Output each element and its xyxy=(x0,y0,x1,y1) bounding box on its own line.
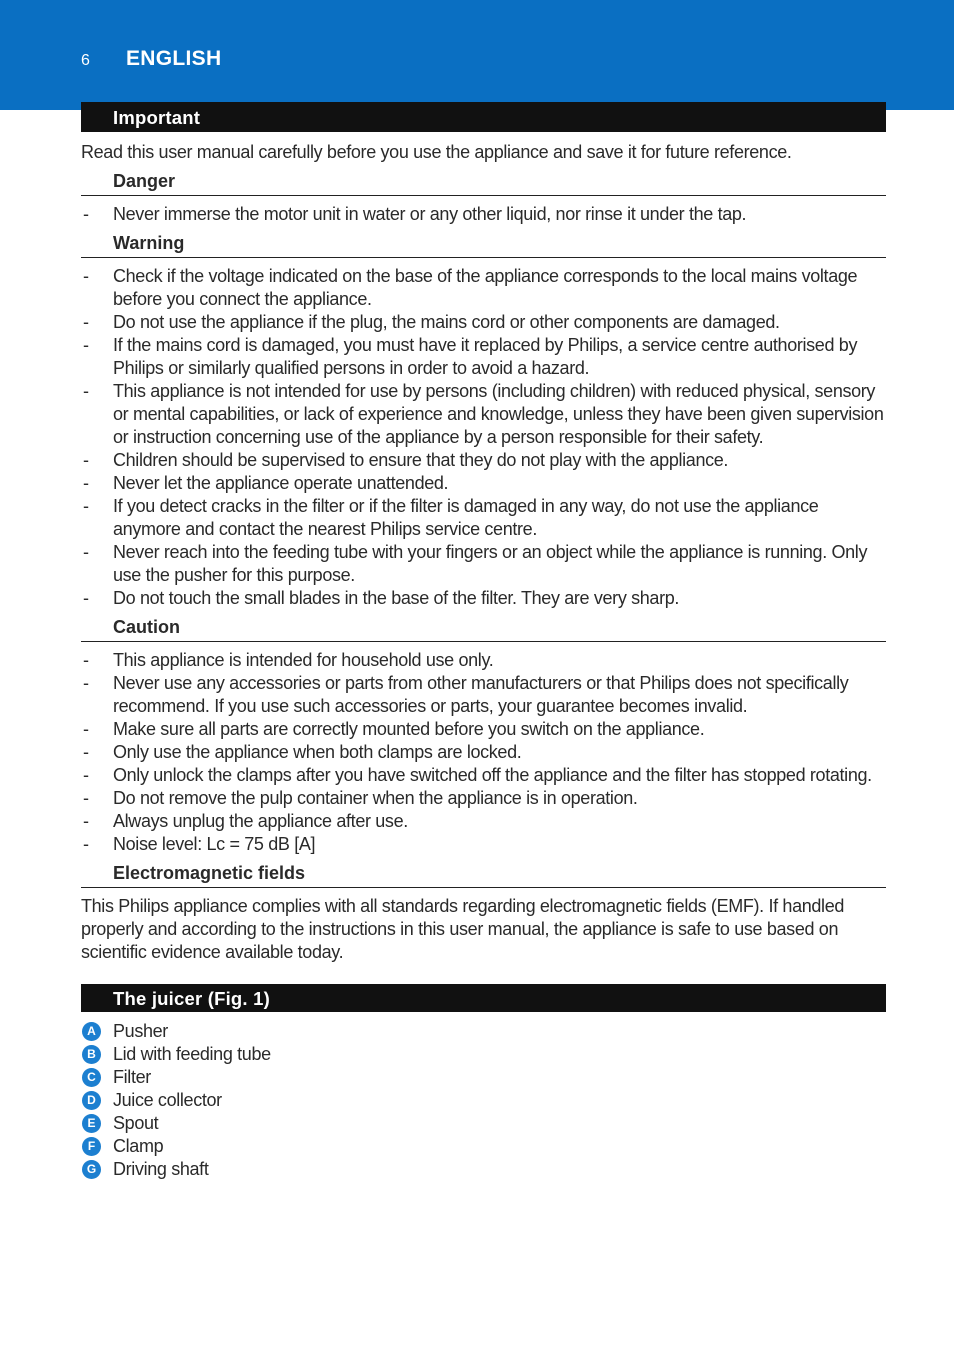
list-item: - Noise level: Lc = 75 dB [A] xyxy=(83,834,316,854)
list-item: - Never let the appliance operate unattended. xyxy=(83,473,449,493)
danger-heading: Danger xyxy=(81,166,886,196)
warning-list xyxy=(81,265,886,610)
dash-bullet: - xyxy=(83,650,89,670)
list-item: - Never immerse the motor unit in water or any other liquid, nor rinse it under the tap. xyxy=(83,204,747,224)
dash-bullet: - xyxy=(83,673,89,693)
list-item: - This appliance is not intended for use by persons (including children) with reduced physical, sensory or mental capabilities, or lack of experience and knowledge, unless they have been given supervision or instruction concerning use of the appliance by a person responsible for their safety. xyxy=(83,381,884,447)
section-important-title: Important xyxy=(81,102,886,132)
list-item: - Only unlock the clamps after you have switched off the appliance and the filter has stopped rotating. xyxy=(83,765,872,785)
list-item: - If you detect cracks in the filter or if the filter is damaged in any way, do not use the appliance anymore and contact the nearest Philips service centre. xyxy=(83,496,819,539)
letter-badge-icon: D xyxy=(82,1091,101,1110)
dash-bullet: - xyxy=(83,811,89,831)
list-item: - This appliance is intended for household use only. xyxy=(83,650,494,670)
language-title: ENGLISH xyxy=(126,47,222,70)
dash-bullet: - xyxy=(83,473,89,493)
letter-badge-icon: C xyxy=(82,1068,101,1087)
part-item: C Filter xyxy=(81,1066,886,1089)
dash-bullet: - xyxy=(83,335,89,355)
emf-heading: Electromagnetic fields xyxy=(81,858,886,888)
page-number: 6 xyxy=(81,52,90,69)
part-item: A Pusher xyxy=(81,1020,886,1043)
letter-badge-icon: A xyxy=(82,1022,101,1041)
dash-bullet: - xyxy=(83,381,89,401)
dash-bullet: - xyxy=(83,542,89,562)
warning-heading: Warning xyxy=(81,228,886,258)
dash-bullet: - xyxy=(83,834,89,854)
list-item: - Children should be supervised to ensure that they do not play with the appliance. xyxy=(83,450,729,470)
dash-bullet: - xyxy=(83,450,89,470)
dash-bullet: - xyxy=(83,742,89,762)
letter-badge-icon: G xyxy=(82,1160,101,1179)
list-item: - Make sure all parts are correctly mounted before you switch on the appliance. xyxy=(83,719,705,739)
list-item: - Never reach into the feeding tube with your fingers or an object while the appliance is running. Only use the pusher for this purpose. xyxy=(83,542,868,585)
caution-heading: Caution xyxy=(81,612,886,642)
manual-content xyxy=(81,102,886,1181)
list-item: - Do not use the appliance if the plug, the mains cord or other components are damaged. xyxy=(83,312,780,332)
list-item: - Do not touch the small blades in the base of the filter. They are very sharp. xyxy=(83,588,680,608)
dash-bullet: - xyxy=(83,788,89,808)
dash-bullet: - xyxy=(83,496,89,516)
danger-list xyxy=(81,203,886,226)
parts-list xyxy=(81,1020,886,1181)
list-item: - Always unplug the appliance after use. xyxy=(83,811,408,831)
dash-bullet: - xyxy=(83,588,89,608)
part-item: F Clamp xyxy=(81,1135,886,1158)
letter-badge-icon: E xyxy=(82,1114,101,1133)
part-item: G Driving shaft xyxy=(81,1158,886,1181)
emf-text: This Philips appliance complies with all standards regarding electromagnetic fields (EMF). If handled properly and according to the instructions in this user manual, the appliance is safe to use based on scientific evidence available today. xyxy=(81,896,845,962)
part-item: E Spout xyxy=(81,1112,886,1135)
list-item: - If the mains cord is damaged, you must have it replaced by Philips, a service centre authorised by Philips or similarly qualified persons in order to avoid a hazard. xyxy=(83,335,858,378)
important-intro: Read this user manual carefully before you use the appliance and save it for future reference. xyxy=(81,142,792,162)
letter-badge-icon: B xyxy=(82,1045,101,1064)
dash-bullet: - xyxy=(83,719,89,739)
part-item: D Juice collector xyxy=(81,1089,886,1112)
list-item: - Only use the appliance when both clamps are locked. xyxy=(83,742,522,762)
letter-badge-icon: F xyxy=(82,1137,101,1156)
list-item: - Never use any accessories or parts from other manufacturers or that Philips does not specifically recommend. If you use such accessories or parts, your guarantee becomes invalid. xyxy=(83,673,849,716)
dash-bullet: - xyxy=(83,204,89,224)
dash-bullet: - xyxy=(83,765,89,785)
section-juicer-title: The juicer (Fig. 1) xyxy=(81,984,886,1012)
list-item: - Do not remove the pulp container when the appliance is in operation. xyxy=(83,788,638,808)
list-item: - Check if the voltage indicated on the base of the appliance corresponds to the local mains voltage before you connect the appliance. xyxy=(83,266,858,309)
part-item: B Lid with feeding tube xyxy=(81,1043,886,1066)
dash-bullet: - xyxy=(83,312,89,332)
caution-list xyxy=(81,649,886,856)
dash-bullet: - xyxy=(83,266,89,286)
